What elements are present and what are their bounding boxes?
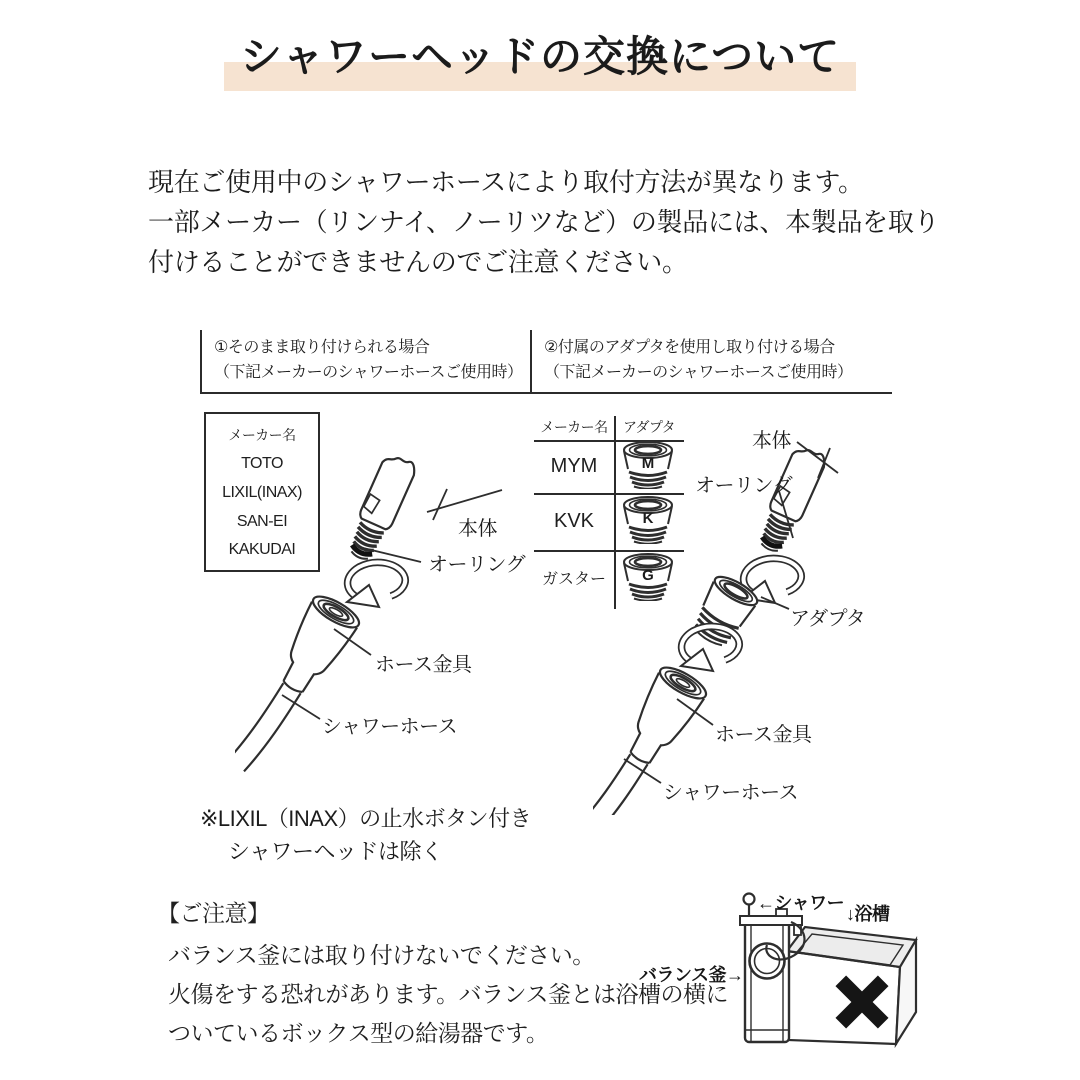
intro-line-1: 現在ご使用中のシャワーホースにより取付方法が異なります。 [148, 167, 864, 197]
maker-sanei: SAN-EI [236, 512, 288, 530]
caution-line-3: ついているボックス型の給湯器です。 [168, 1020, 549, 1046]
adapter-illustration [687, 572, 761, 653]
adapter-col1-header: メーカー名 [540, 419, 608, 435]
case1-header-line1: ①そのまま取り付けられる場合 [214, 339, 430, 356]
case2-header-line2: （下記メーカーのシャワーホースご使用時） [544, 364, 853, 381]
case1-label-hose: シャワーホース [322, 716, 458, 738]
case2-label-fitting: ホース金具 [715, 724, 812, 746]
note-line-1: ※LIXIL（INAX）の止水ボタン付き [200, 806, 532, 831]
caution-line-1: バランス釜には取り付けないでください。 [168, 942, 595, 968]
adapter-row-gastar: ガスター [541, 571, 606, 588]
shower-hose-line [235, 678, 301, 776]
case1-label-fitting: ホース金具 [375, 654, 472, 676]
case2-label-oring: オーリング [695, 475, 793, 497]
case1-label-body: 本体 [458, 518, 497, 540]
hose-fitting-illustration [235, 591, 363, 778]
intro-line-2: 一部メーカー（リンナイ、ノーリツなど）の製品には、本製品を取り [148, 207, 940, 237]
adapter-row-mym: MYM [550, 455, 598, 477]
adapter-letter-g: G [642, 567, 654, 584]
o-ring-threads [347, 522, 384, 562]
maker-table-header: メーカー名 [228, 426, 296, 443]
bathtub-illustration [787, 927, 916, 1044]
intro-line-3: 付けることができませんのでご注意ください。 [148, 247, 688, 277]
title-wrap [0, 24, 1080, 91]
adapter-letter-m: M [641, 455, 655, 472]
page-title: シャワーヘッドの交換について [224, 24, 856, 91]
maker-lixil: LIXIL(INAX) [222, 483, 302, 501]
rotation-arrow-icon [347, 562, 405, 607]
case2-label-hose: シャワーホース [663, 782, 799, 804]
shower-head-body-illustration [753, 443, 828, 556]
case2-header [530, 330, 892, 394]
caution-line-2: 火傷をする恐れがあります。バランス釜とは浴槽の横に [168, 981, 728, 1007]
adapter-letter-k: K [642, 510, 654, 527]
caution-heading: 【ご注意】 [157, 900, 270, 926]
label-balance-kettle: バランス釜→ [639, 965, 744, 985]
label-bathtub: ↓浴槽 [846, 904, 890, 924]
maker-toto: TOTO [241, 455, 283, 473]
case2-label-body: 本体 [752, 430, 791, 452]
case1-header-line2: （下記メーカーのシャワーホースご使用時） [214, 364, 523, 381]
adapter-col2-header: アダプタ [622, 419, 676, 435]
note-line-2: シャワーヘッドは除く [228, 839, 443, 864]
case1-label-oring: オーリング [428, 554, 526, 576]
adapter-row-kvk: KVK [553, 510, 595, 532]
case1-header [200, 330, 534, 394]
case2-header-line1: ②付属のアダプタを使用し取り付ける場合 [544, 339, 835, 356]
maker-kakudai: KAKUDAI [228, 541, 296, 559]
intro-paragraph [148, 162, 939, 282]
shower-head-body-illustration [343, 451, 418, 564]
label-shower: ←シャワー [757, 893, 845, 913]
case2-label-adapter: アダプタ [790, 608, 866, 630]
